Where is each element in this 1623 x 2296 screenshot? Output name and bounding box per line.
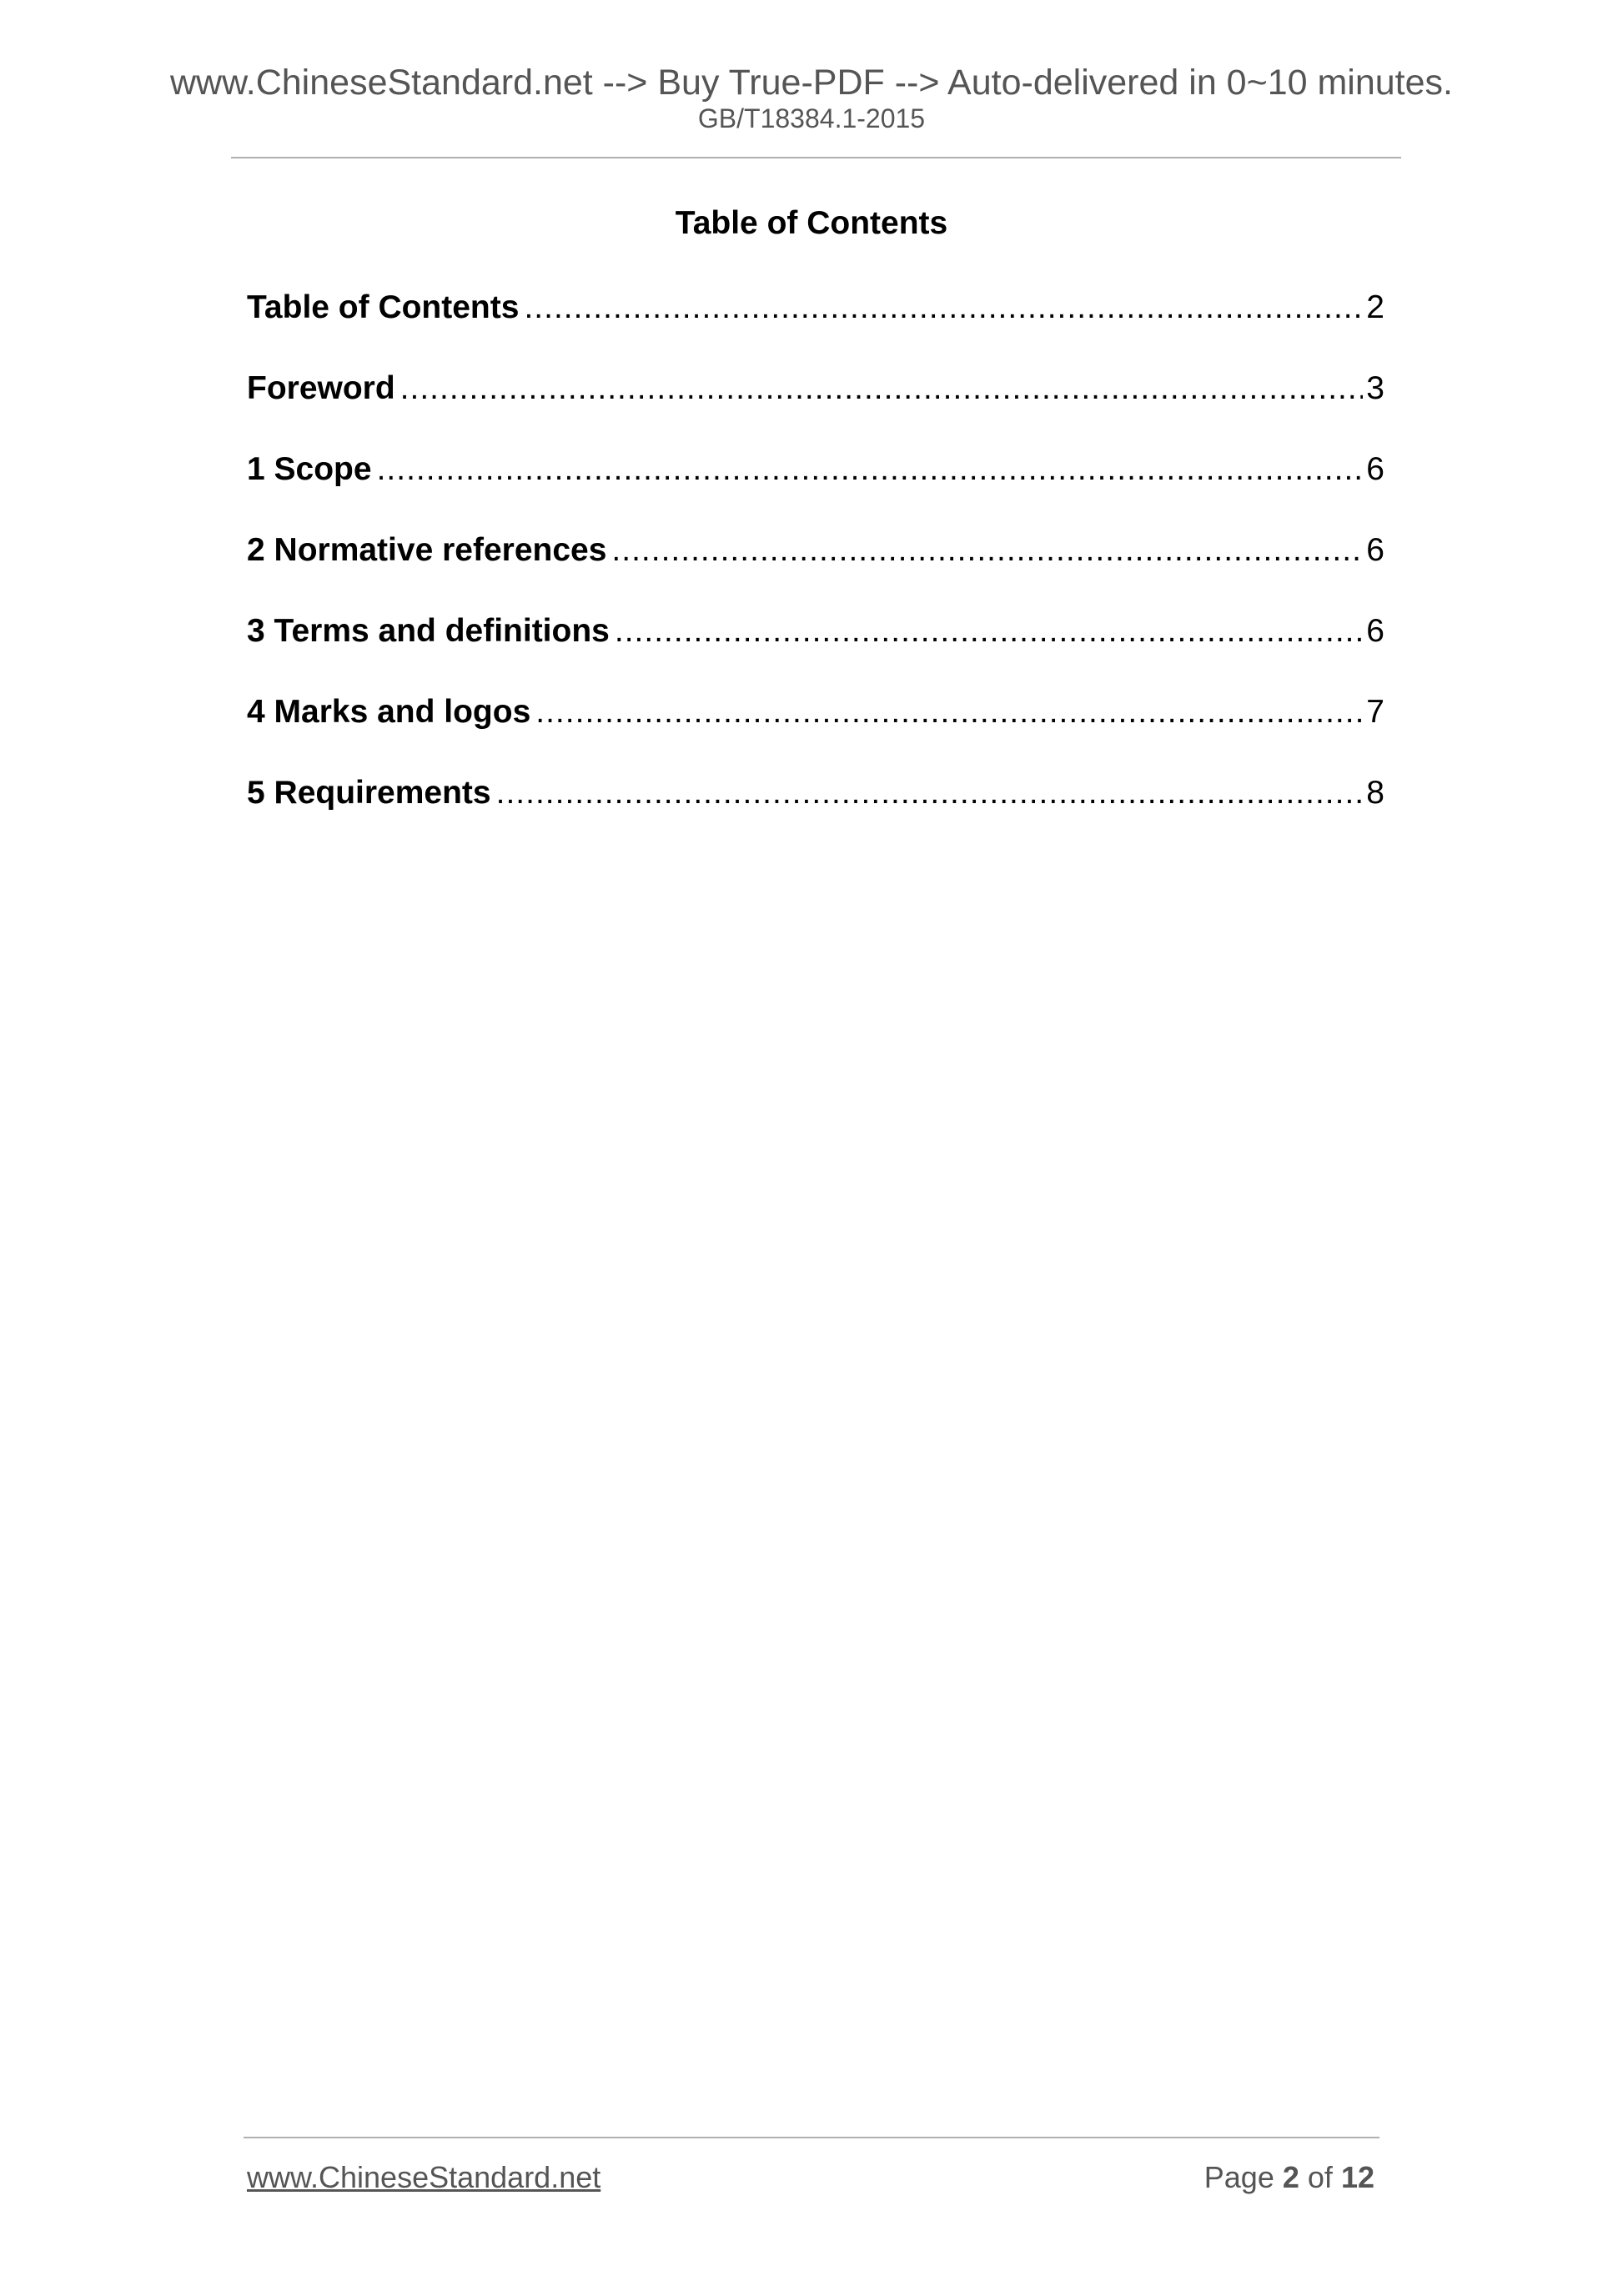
toc-entry[interactable] [247,369,1384,450]
dot-leader [496,774,1364,812]
toc-entry-page: 6 [1366,613,1384,649]
toc-entry-title: Table of Contents [247,289,520,325]
toc-entry-page: 6 [1366,451,1384,487]
toc-entry[interactable] [247,450,1384,531]
toc-entry-page: 7 [1366,694,1384,730]
current-page-number: 2 [1282,2160,1299,2194]
toc-entry[interactable] [247,612,1384,693]
dot-leader [611,531,1363,570]
toc-entry-title: 3 Terms and definitions [247,613,610,649]
dot-leader [615,612,1363,651]
page-indicator [1204,2160,1374,2195]
purchase-banner[interactable]: www.ChineseStandard.net --> Buy True-PDF --> Auto-delivered in 0~10 minutes. [169,63,1453,103]
toc-entry-page: 6 [1366,532,1384,568]
page-label: Page [1203,2160,1274,2194]
toc-entry-page: 3 [1366,370,1384,406]
toc-heading: Table of Contents [675,205,948,241]
dot-leader [524,289,1363,327]
standard-code: GB/T18384.1-2015 [697,103,926,133]
toc-entry[interactable] [247,531,1384,612]
toc-entry-page: 8 [1366,775,1384,811]
toc-entry-page: 2 [1366,289,1384,325]
toc-entry-title: Foreword [247,370,395,406]
toc-entry[interactable] [247,693,1384,774]
toc-entry[interactable] [247,774,1384,855]
dot-leader [377,450,1364,489]
header-divider [231,157,1401,158]
total-pages-number: 12 [1340,2160,1374,2194]
footer-site-link[interactable]: www.ChineseStandard.net [247,2160,601,2194]
toc-entry-title: 2 Normative references [247,532,607,568]
of-label: of [1307,2160,1333,2194]
toc-entry[interactable] [247,289,1384,369]
toc-entry-title: 5 Requirements [247,775,491,811]
toc-list [247,289,1384,855]
toc-entry-title: 4 Marks and logos [247,694,531,730]
dot-leader [535,693,1363,731]
dot-leader [400,369,1364,408]
footer-divider [244,2137,1379,2138]
toc-entry-title: 1 Scope [247,451,372,487]
